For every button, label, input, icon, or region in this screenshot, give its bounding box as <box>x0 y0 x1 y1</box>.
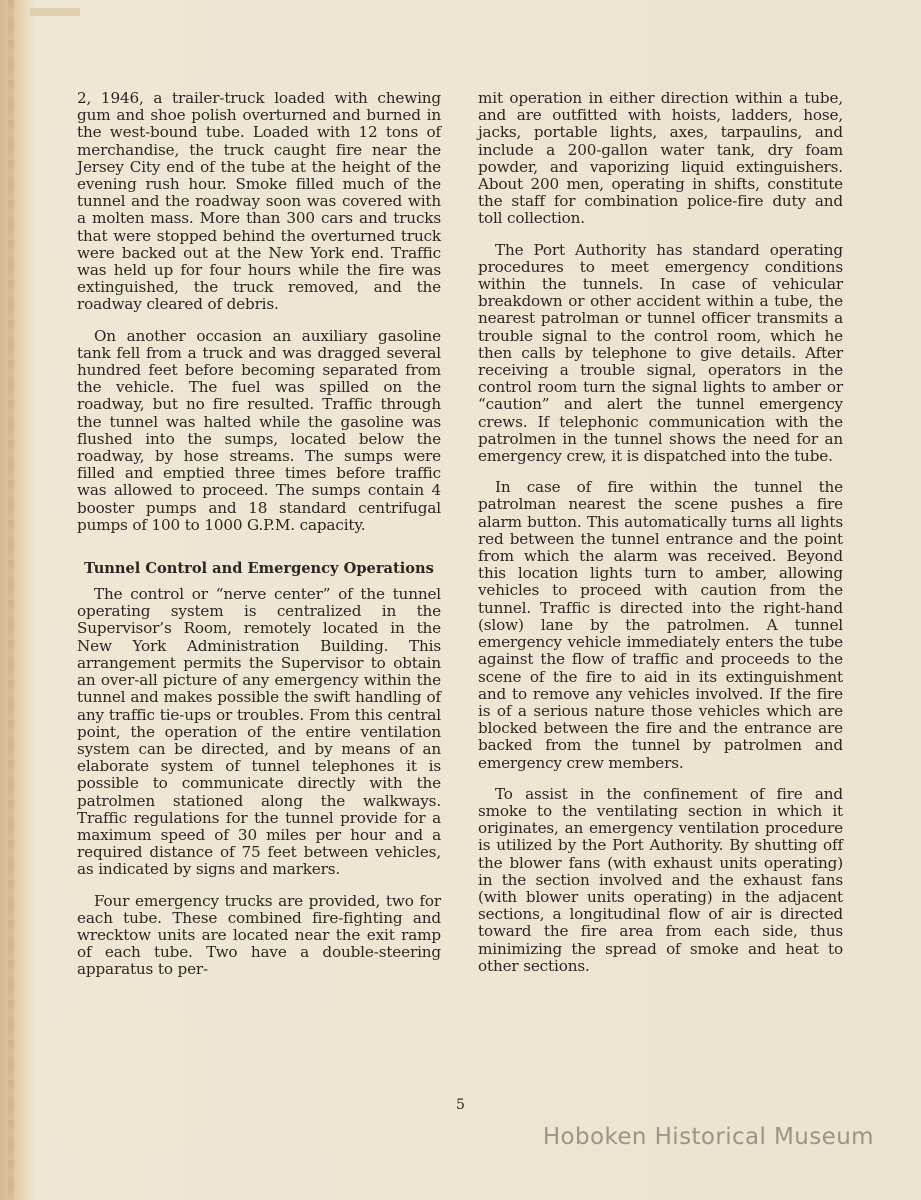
left-paragraph-4: Four emergency trucks are provided, two for each tube. These combined fire-fighting and wrecktow units are located near the exit ramp of each tube. Two have a double-steering apparatus to per- <box>77 891 441 979</box>
paper-tab-mark <box>30 8 80 16</box>
paper-edge-strip <box>0 0 36 1200</box>
museum-watermark: Hoboken Historical Museum <box>542 1124 874 1150</box>
right-paragraph-1: mit operation in either direction within a tube, and are outfitted with hoists, ladders, hose, jacks, portable lights, axes, tarpaulins, and include a 200-gallon water tank, dry foam powder, and vaporizing liquid extinguishers. About 200 men, operating in shifts, constitute the staff for combination police-fire duty and toll collection. <box>478 89 843 228</box>
right-paragraph-4: To assist in the confinement of fire and smoke to the ventilating section in which it originates, an emergency ventilation procedure is utilized by the Port Authority. By shutting off the blower fans (with exhaust units operating) in the section involved and the exhaust fans (with blower units operating) in the adjacent sections, a longitudinal flow of air is directed toward the fire area from each side, thus minimizing the spread of smoke and heat to other sections. <box>478 784 843 975</box>
left-paragraph-2: On another occasion an auxiliary gasoline tank fell from a truck and was dragged several hundred feet before becoming separated from the vehicle. The fuel was spilled on the roadway, but no fire resulted. Traffic through the tunnel was halted while the gasoline was flushed into the sumps, located below the roadway, by hose streams. The sumps were filled and emptied three times before traffic was allowed to proceed. The sumps contain 4 booster pumps and 18 standard centrifugal pumps of 100 to 1000 G.P.M. capacity. <box>77 326 441 534</box>
section-heading: Tunnel Control and Emergency Operations <box>84 560 434 578</box>
page-number: 5 <box>456 1097 465 1113</box>
left-column <box>77 90 441 993</box>
right-paragraph-2: The Port Authority has standard operating procedures to meet emergency conditions within the tunnels. In case of vehicular breakdown or other accident within a tube, the nearest patrolman or tunnel officer transmits a trouble signal to the control room, which he then calls by telephone to give details. After receiving a trouble signal, operators in the control room turn the signal lights to amber or “caution” and alert the tunnel emergency crews. If telephonic communication with the patrolmen in the tunnel shows the need for an emergency crew, it is dispatched into the tube. <box>478 240 843 466</box>
right-paragraph-3: In case of fire within the tunnel the patrolman nearest the scene pushes a fire alarm button. This automatically turns all lights red between the tunnel entrance and the point from which the alarm was received. Beyond this location lights turn to amber, allowing vehicles to proceed with caution from the tunnel. Traffic is directed into the right-hand (slow) lane by the patrolmen. A tunnel emergency vehicle immediately enters the tube against the flow of traffic and proceeds to the scene of the fire to aid in its extinguishment and to remove any vehicles involved. If the fire is of a serious nature those vehicles which are blocked between the fire and the entrance are backed from the tunnel by patrolmen and emergency crew members. <box>478 478 843 772</box>
left-paragraph-3: The control or “nerve center” of the tunnel operating system is centralized in the Supervisor’s Room, remotely located in the New York Administration Building. This arrangement permits the Supervisor to obtain an over-all picture of any emergency within the tunnel and makes possible the swift handling of any traffic tie-ups or troubles. From this central point, the operation of the entire ventilation system can be directed, and by means of an elaborate system of tunnel telephones it is possible to communicate directly with the patrolmen stationed along the walkways. Traffic regulations for the tunnel provide for a maximum speed of 30 miles per hour and a required distance of 75 feet between vehicles, as indicated by signs and markers. <box>77 585 441 879</box>
left-paragraph-1: 2, 1946, a trailer-truck loaded with chewing gum and shoe polish overturned and burned in the west-bound tube. Loaded with 12 tons of merchandise, the truck caught fire near the Jersey City end of the tube at the height of the evening rush hour. Smoke filled much of the tunnel and the roadway soon was covered with a molten mass. More than 300 cars and trucks that were stopped behind the overturned truck were backed out at the New York end. Traffic was held up for four hours while the fire was extinguished, the truck removed, and the roadway cleared of debris. <box>77 89 441 314</box>
right-column <box>478 90 843 989</box>
